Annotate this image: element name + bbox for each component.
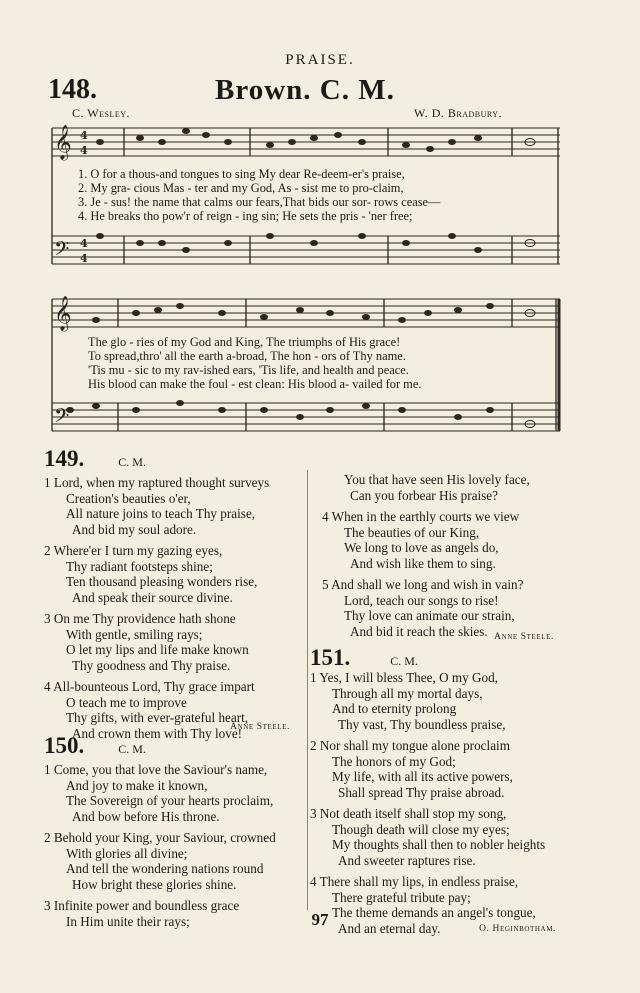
stanza-line: O let my lips and life make known [66,642,249,657]
hymn-151-number: 151. [310,645,351,670]
hymn-148-composer: W. D. Bradbury. [414,106,503,120]
stanza-line: Can you forbear His praise? [350,487,498,503]
stanza-line: And joy to make it known, [66,777,208,793]
stanza-line: And bid my soul adore. [72,521,197,537]
hymn-148-author: C. Wesley. [72,106,130,120]
stanza-line: And an eternal day. [338,920,441,936]
svg-text:4: 4 [80,252,88,265]
stanza-line: 1 Come, you that love the Saviour's name, [44,762,268,777]
stanza-line: And tell the wondering nations round [66,861,264,876]
hymn-150-text-left [44,762,304,929]
stanza-line: And bow before His throne. [72,808,220,824]
svg-text:𝄞: 𝄞 [54,125,72,160]
hymn-150-credit: Anne Steele. [494,632,554,642]
stanza-line: The theme demands an angel's tongue, [332,905,536,920]
stanza-line: 4 There shall my lips, in endless praise, [310,874,519,889]
stanza-line: In Him unite their rays; [66,913,190,929]
hymn-151-heading [310,645,418,671]
svg-text:4: 4 [80,237,88,250]
svg-text:𝄢: 𝄢 [54,237,70,265]
hymn-149-meter: C. M. [118,455,146,469]
hymn-150-number: 150. [44,733,85,758]
stanza-line: And speak their source divine. [72,589,233,605]
hymn-151-meter: C. M. [390,654,418,668]
stanza-line: And sweeter raptures rise. [338,852,476,868]
clefs-and-time-signatures [54,125,72,432]
stanza-line: And to eternity prolong [332,701,457,716]
verse-line: To spread,thro' all the earth a-broad, The hon - ors of Thy name. [88,349,406,363]
stanza-line: Through all my mortal days, [332,685,483,701]
svg-text:4: 4 [80,129,88,142]
verse-line: The glo - ries of my God and King, The triumphs of His grace! [88,335,401,349]
stanza-line: My thoughts shall then to nobler heights [332,837,546,852]
hymn-151-text [310,670,630,936]
svg-text:𝄢: 𝄢 [54,404,70,432]
stanza-line: Ten thousand pleasing wonders rise, [66,574,258,589]
stanza-line: And wish like them to sing. [350,555,496,571]
stanza-line: 4 All-bounteous Lord, Thy grace impart [44,679,255,694]
stanza-line: And bid it reach the skies. [350,623,488,639]
stanza-line: Thy love can animate our strain, [344,608,515,623]
stanza-line: 1 Lord, when my raptured thought surveys [44,475,270,490]
stanza-line: 5 And shall we long and wish in vain? [322,577,524,592]
hymn-149-credit: Anne Steele. [230,722,290,732]
svg-text:4: 4 [80,144,88,157]
stanza-line: Thy vast, Thy boundless praise, [338,716,506,732]
hymn-151-credit: O. Heginbotham. [479,924,556,934]
verse-line: 'Tis mu - sic to my rav-ished ears, 'Tis life, and health and peace. [88,363,409,377]
page-number: 97 [311,910,329,929]
stanza-line: 3 Not death itself shall stop my song, [310,806,507,821]
stanza-line: Shall spread Thy praise abroad. [338,784,505,800]
hymn-148-number: 148. [48,74,97,105]
verse-line: His blood can make the foul - est clean: His blood a- vailed for me. [88,377,422,391]
hymn-148-title: Brown. C. M. [215,74,395,106]
stanza-line: Lord, teach our songs to rise! [344,592,499,608]
stanza-line: Thy gifts, with ever-grateful heart, [66,710,249,725]
hymn-149-text [44,475,304,741]
stanza-line: 2 Nor shall my tongue alone proclaim [310,738,510,753]
hymn-149-number: 149. [44,446,85,471]
stanza-line: Thy goodness and Thy praise. [72,657,231,673]
stanza-line: The beauties of our King, [344,524,480,540]
stanza-line: How bright these glories shine. [72,876,237,892]
stanza-line: We long to love as angels do, [344,540,499,555]
stanza-line: The Sovereign of your hearts proclaim, [66,793,274,808]
stanza-line: There grateful tribute pay; [332,889,471,905]
verse-line: 1. O for a thous-and tongues to sing My dear Re-deem-er's praise, [78,167,405,181]
hymn-150-heading [44,733,146,759]
hymn-150-text-right [322,472,622,639]
hymn-150-meter: C. M. [118,742,146,756]
stanza-line: You that have seen His lovely face, [344,472,530,487]
stanza-line: Thy radiant footsteps shine; [66,558,213,574]
stanza-line: 1 Yes, I will bless Thee, O my God, [310,670,499,685]
stanza-line: All nature joins to teach Thy praise, [66,506,256,521]
stanza-line: Though death will close my eyes; [332,821,510,837]
section-header: PRAISE. [285,52,355,68]
hymn-148-verses-system-1 [78,167,440,223]
hymn-148-verses-system-2 [88,335,421,391]
stanza-line: With gentle, smiling rays; [66,626,203,642]
stanza-line: The honors of my God; [332,753,456,769]
stanza-line: 3 On me Thy providence hath shone [44,611,236,626]
verse-line: 3. Je - sus! the name that calms our fears,That bids our sor- rows cease— [78,195,441,209]
stanza-line: 2 Where'er I turn my gazing eyes, [44,543,223,558]
stanza-line: 3 Infinite power and boundless grace [44,898,240,913]
stanza-line: And crown them with Thy love! [72,725,243,741]
verse-line: 2. My gra- cious Mas - ter and my God, As - sist me to pro-claim, [78,181,404,195]
hymn-149-heading [44,446,146,472]
verse-line: 4. He breaks tho pow'r of reign - ing sin; He sets the pris - 'ner free; [78,209,413,223]
stanza-line: O teach me to improve [66,694,187,710]
svg-text:𝄞: 𝄞 [54,296,72,331]
stanza-line: With glories all divine; [66,845,188,861]
stanza-line: 2 Behold your King, your Saviour, crowned [44,830,276,845]
column-divider [307,470,308,910]
stanza-line: 4 When in the earthly courts we view [322,509,520,524]
stanza-line: Creation's beauties o'er, [66,490,191,506]
stanza-line: My life, with all its active powers, [332,769,513,784]
